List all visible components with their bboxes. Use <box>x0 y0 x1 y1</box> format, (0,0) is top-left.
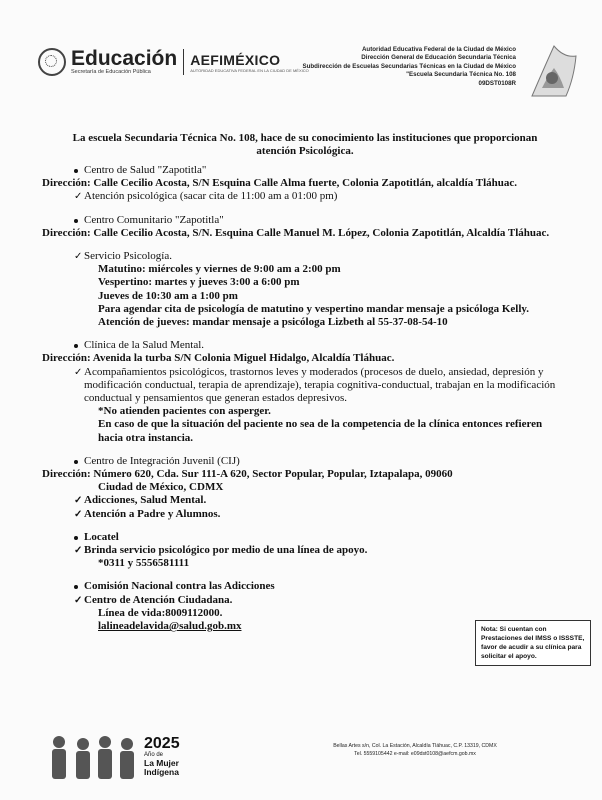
year-number: 2025 <box>144 735 180 752</box>
schedule-line: Jueves de 10:30 am a 1:00 pm <box>98 289 238 302</box>
year-sub: La Mujer <box>144 758 179 768</box>
section-name: Centro Comunitario "Zapotitla" <box>42 214 562 227</box>
section-address: Dirección: Calle Cecilio Acosta, S/N. Esquina Calle Manuel M. López, Colonia Zapotitlán, Alcaldía Tláhuac. <box>42 226 550 239</box>
aef-logo <box>190 52 309 73</box>
header-line: 09DST0108R <box>478 79 516 87</box>
schedule-line: Atención de jueves: mandar mensaje a psicóloga Lizbeth al 55-37-08-54-10 <box>98 316 448 329</box>
section-name: Centro de Salud "Zapotitla" <box>42 164 562 177</box>
aef-sub: AUTORIDAD EDUCATIVA FEDERAL EN LA CIUDAD DE MÉXICO <box>190 67 309 73</box>
schedule-line: Para agendar cita de psicología de matutino y vespertino mandar mensaje a psicóloga Kelly. <box>98 302 530 315</box>
year-sub: Indígena <box>144 767 179 777</box>
section-item: ✓ Acompañamientos psicológicos, trastornos leves y moderados (procesos de duelo, ansiedad, depresión y modificación conductual, terapia de aprendizaje), terapia cognitiva-conductual, trabajan en la modificación conductual y pensamientos que generan estados depresivos. <box>42 366 562 406</box>
aef-name: AEFIMÉXICO <box>190 51 281 68</box>
section-item: ✓ Adicciones, Salud Mental. <box>42 494 562 507</box>
section-name: Centro de Integración Juvenil (CIJ) <box>42 455 562 468</box>
section-item: ✓ Centro de Atención Ciudadana. <box>42 594 562 607</box>
section-address: Dirección: Número 620, Cda. Sur 111-A 620, Sector Popular, Popular, Iztapalapa, 09060 <box>42 468 453 481</box>
section-item: ✓ Servicio Psicología. <box>42 250 562 263</box>
section-line: Línea de vida:8009112000. <box>98 606 223 619</box>
header-line: "Escuela Secundaria Técnica No. 108 <box>406 71 516 79</box>
schedule-line: Matutino: miércoles y viernes de 9:00 am a 2:00 pm <box>98 263 341 276</box>
section-address: Dirección: Calle Cecilio Acosta, S/N Esquina Calle Alma fuerte, Colonia Zapotitlán, alcaldía Tláhuac. <box>42 177 518 190</box>
section-name: Comisión Nacional contra las Adicciones <box>42 580 562 593</box>
section-item: ✓ Atención psicológica (sacar cita de 11:00 am a 01:00 pm) <box>42 190 562 203</box>
sep-seal-icon <box>38 48 66 76</box>
section-line: *No atienden pacientes con asperger. <box>98 405 271 418</box>
header-institution <box>302 46 516 88</box>
section-address: Dirección: Avenida la turba S/N Colonia Miguel Hidalgo, Alcaldía Tláhuac. <box>42 352 395 365</box>
header-logos <box>38 48 309 76</box>
section-address: Ciudad de México, CDMX <box>98 481 224 494</box>
schedule-line: Vespertino: martes y jueves 3:00 a 6:00 pm <box>98 276 300 289</box>
section-item: ✓ Atención a Padre y Alumnos. <box>42 508 562 521</box>
header-line: Autoridad Educativa Federal de la Ciudad de México <box>361 46 516 53</box>
logo-divider <box>183 49 184 75</box>
sep-logo <box>71 49 177 75</box>
year-sub: Año de <box>144 752 164 758</box>
section-name: Clínica de la Salud Mental. <box>42 339 562 352</box>
document-body <box>42 164 562 633</box>
year-badge <box>144 736 180 777</box>
section-line: *0311 y 5556581111 <box>98 557 190 570</box>
note-box: Nota: Si cuentan con Prestaciones del IMSS o ISSSTE, favor de acudir a su clínica para solicitar el apoyo. <box>475 620 591 666</box>
email-link[interactable]: lalineadelavida@salud.gob.mx <box>98 620 242 633</box>
section-item: ✓ Brinda servicio psicológico por medio de una línea de apoyo. <box>42 544 562 557</box>
header-line: Subdirección de Escuelas Secundarias Técnicas en la Ciudad de México <box>302 62 516 70</box>
edu-sub: Secretaría de Educación Pública <box>71 69 151 75</box>
footer-address <box>250 742 580 758</box>
footer-address-line: Bellas Artes s/n, Col. La Estación, Alcaldía Tláhuac, C.P. 13319, CDMX <box>333 743 497 749</box>
section-name: Locatel <box>42 531 562 544</box>
edu-name: Educación <box>71 47 178 70</box>
indigenous-women-illustration-icon <box>45 732 140 780</box>
section-line: En caso de que la situación del paciente no sea de la competencia de la clínica entonces refieren hacia otra instancia. <box>98 418 543 444</box>
header-line: Dirección General de Educación Secundaria Técnica <box>361 54 516 62</box>
document-title: La escuela Secundaria Técnica No. 108, hace de su conocimiento las instituciones que proporcionan atención Psicológica. <box>72 132 538 157</box>
footer-contact-line: Tel. 5559105442 e-mail: e09dst0108@aefcm.gob.mx <box>354 751 476 757</box>
flag-emblem-icon <box>524 38 584 102</box>
